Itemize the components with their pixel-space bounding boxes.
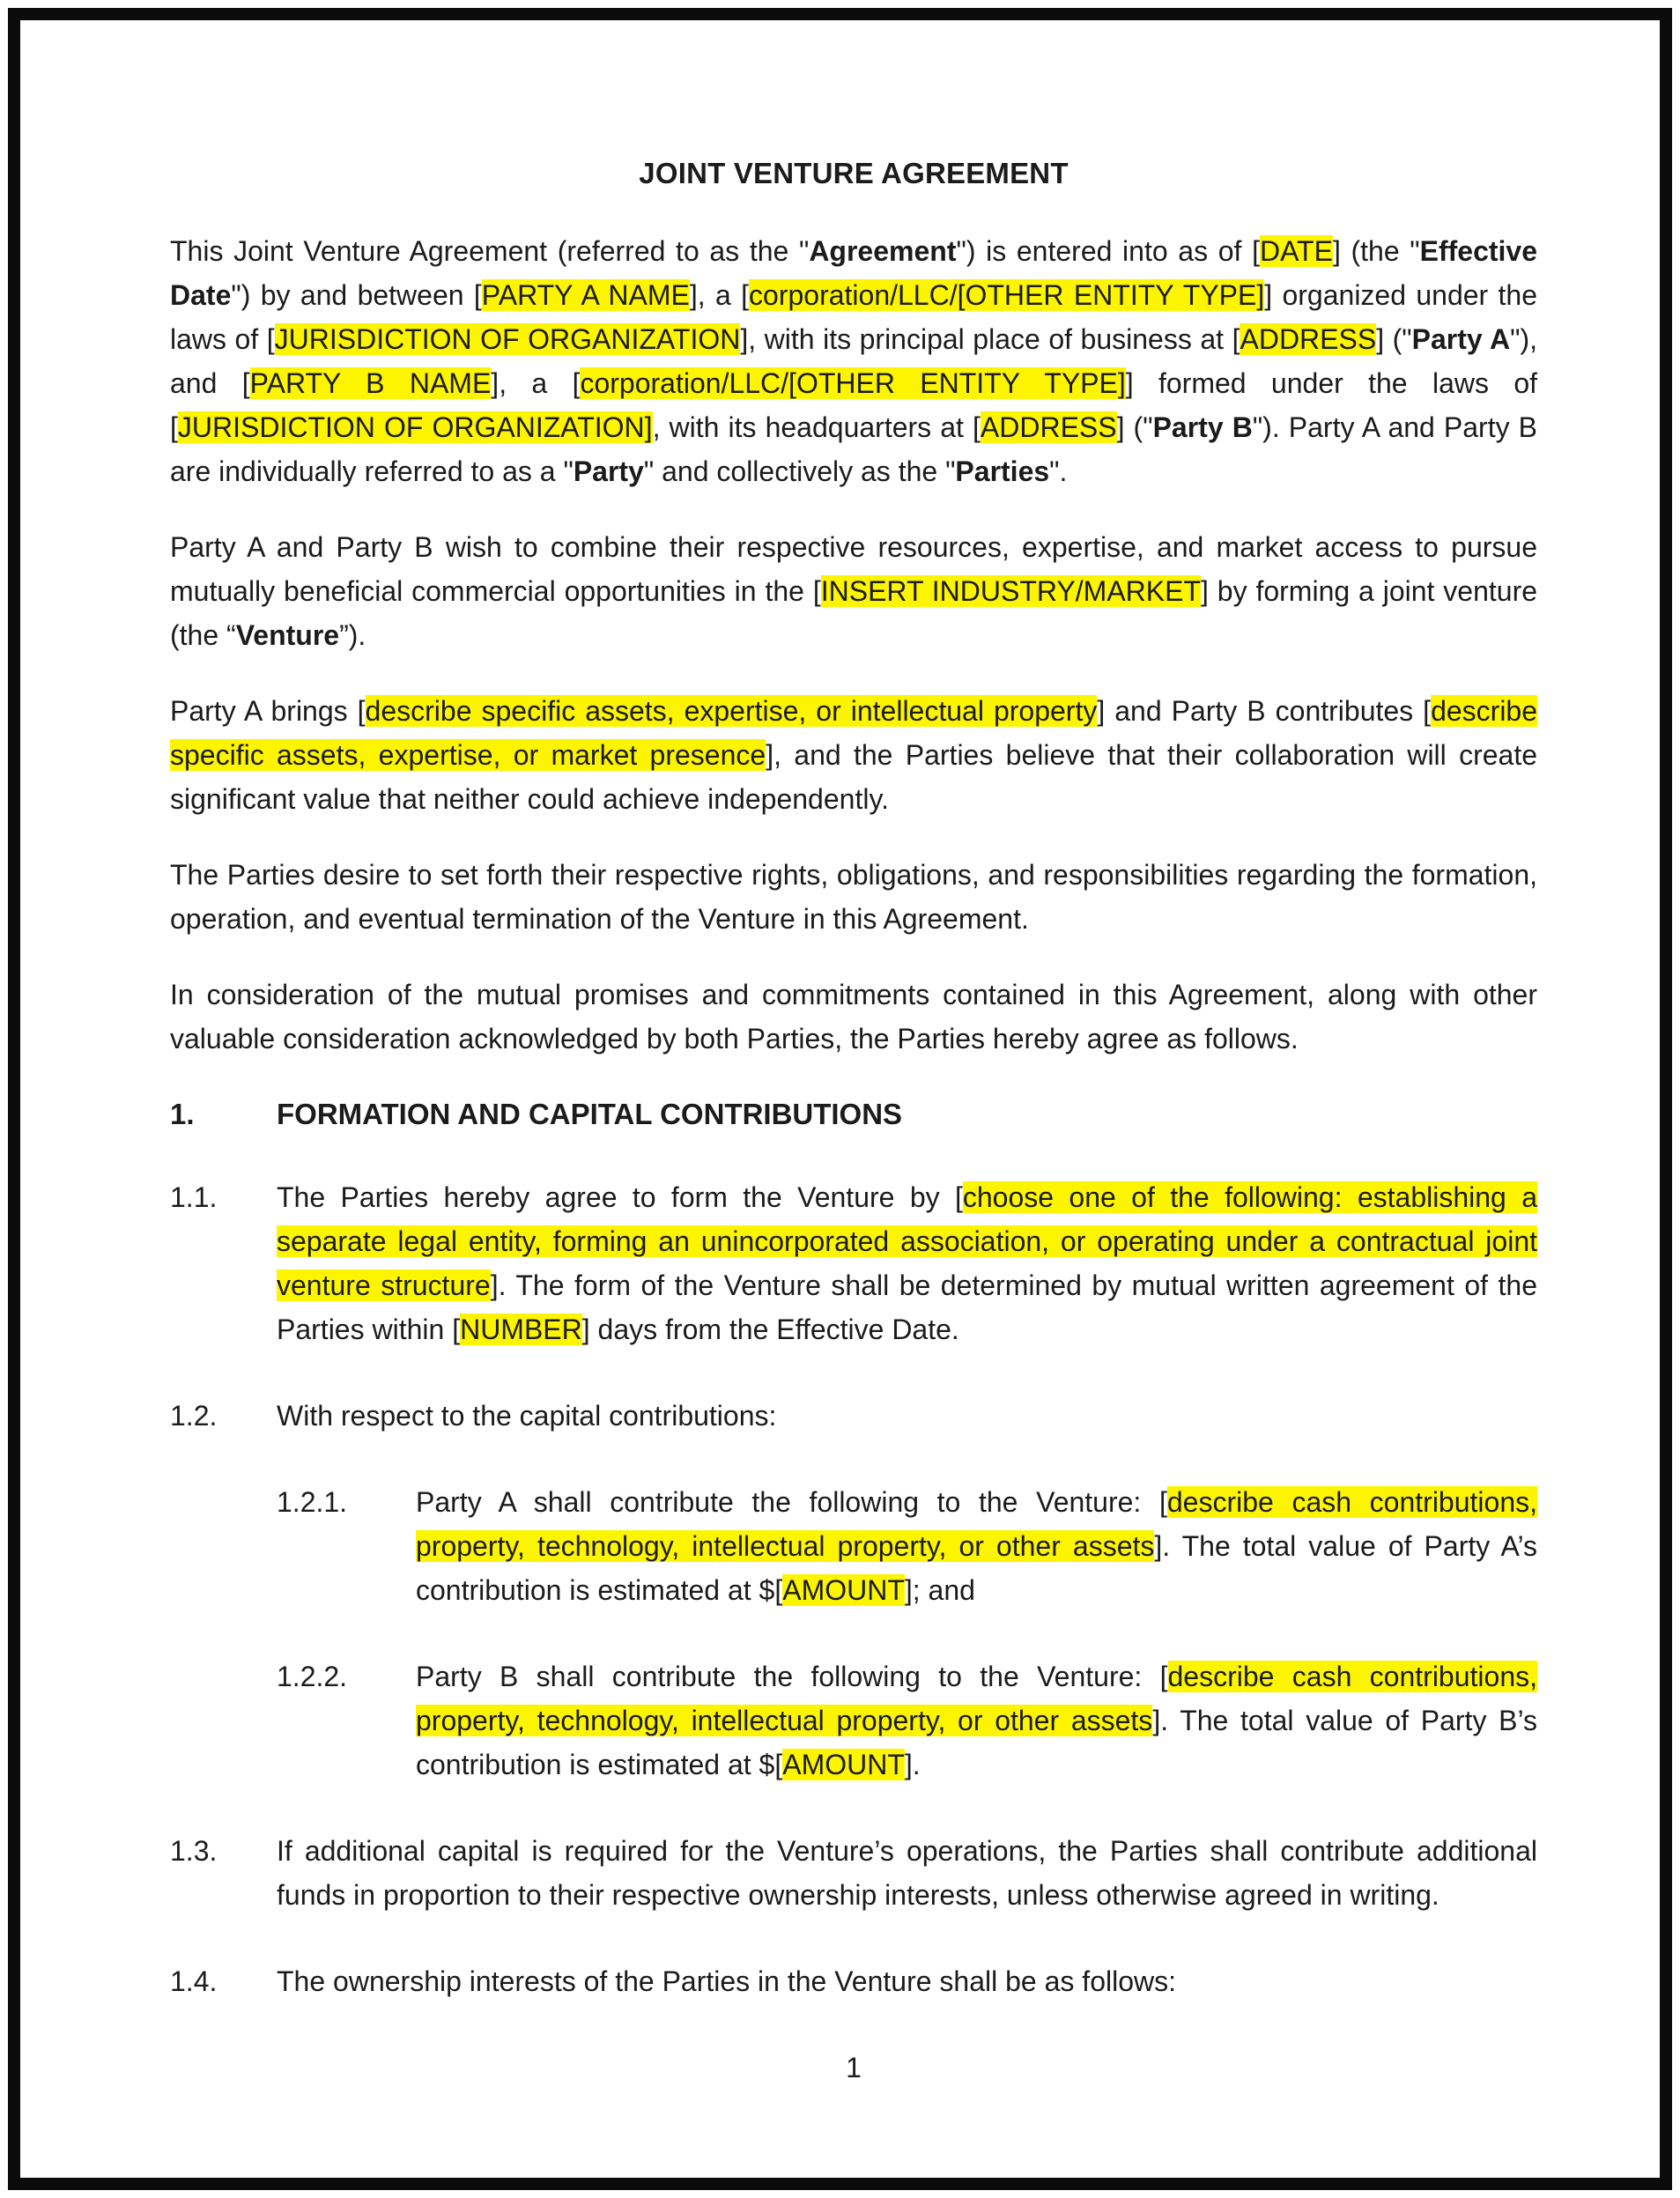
clause-number: 1.2.1. xyxy=(277,1486,348,1518)
text-run: ] organized under the laws of [ xyxy=(170,279,1538,355)
clause-number: 1.1. xyxy=(170,1181,218,1213)
page-number: 1 xyxy=(846,2052,862,2083)
defined-term: Party xyxy=(573,455,644,487)
clause-text xyxy=(277,1829,1537,1917)
placeholder-highlight: describe cash contributions, property, technology, intellectual property, or other assets xyxy=(416,1661,1538,1736)
clause-text xyxy=(277,1959,1537,2003)
clause-number: 1.4. xyxy=(170,1965,218,1997)
text-run: Party A brings [ xyxy=(170,695,366,727)
text-run: , with its headquarters at [ xyxy=(652,411,981,443)
text-run: "), and [ xyxy=(170,323,1538,399)
placeholder-highlight: DATE xyxy=(1259,235,1333,267)
clause-number: 1. xyxy=(170,1098,195,1130)
defined-term: Venture xyxy=(235,619,340,651)
defined-term: Effective Date xyxy=(170,235,1538,311)
text-run: The ownership interests of the Parties in the Venture shall be as follows: xyxy=(277,1965,1176,1997)
paragraph xyxy=(170,525,1537,657)
text-run: ] formed under the laws of [ xyxy=(170,367,1538,443)
text-run: Party A shall contribute the following to the Venture: [ xyxy=(416,1486,1167,1518)
placeholder-highlight: ADDRESS xyxy=(980,411,1117,443)
placeholder-highlight: INSERT INDUSTRY/MARKET xyxy=(820,575,1202,607)
section-heading xyxy=(170,1092,1537,1136)
text-run: ") is entered into as of [ xyxy=(956,235,1260,267)
paragraph xyxy=(170,853,1537,941)
numbered-clause xyxy=(170,1654,1537,1787)
text-run: Party B shall contribute the following to the Venture: [ xyxy=(416,1661,1168,1692)
placeholder-highlight: JURISDICTION OF ORGANIZATION xyxy=(274,323,741,355)
defined-term: Party A xyxy=(1411,323,1511,355)
text-run: ] by forming a joint venture (the “ xyxy=(170,575,1538,651)
text-run: "). Party A and Party B are individually referred to as a " xyxy=(170,411,1538,487)
clause-text xyxy=(277,1092,1537,1136)
text-run: ] (" xyxy=(1376,323,1412,355)
text-run: ], with its principal place of business at [ xyxy=(740,323,1240,355)
placeholder-highlight: describe specific assets, expertise, or intellectual property xyxy=(365,695,1098,727)
text-run: With respect to the capital contributions: xyxy=(277,1400,777,1432)
text-run: ] days from the Effective Date. xyxy=(581,1314,959,1345)
placeholder-highlight: AMOUNT xyxy=(782,1574,905,1606)
text-run: ], a [ xyxy=(689,279,750,311)
text-run: ]; and xyxy=(904,1574,975,1606)
placeholder-highlight: corporation/LLC/[OTHER ENTITY TYPE] xyxy=(580,367,1126,399)
placeholder-highlight: choose one of the following: establishing a separate legal entity, forming an unincorporated association, or operating under a contractual joint venture structure xyxy=(277,1181,1538,1301)
text-run: If additional capital is required for the Venture’s operations, the Parties shall contribute additional funds in proportion to their respective ownership interests, unless otherwise agreed in writing. xyxy=(277,1835,1537,1911)
document-body xyxy=(170,229,1537,2003)
numbered-clause xyxy=(170,1175,1537,1351)
placeholder-highlight: PARTY B NAME xyxy=(249,367,492,399)
text-run: ]. xyxy=(904,1749,921,1780)
placeholder-highlight: describe specific assets, expertise, or market presence xyxy=(170,695,1538,771)
numbered-clause xyxy=(170,1959,1537,2003)
clause-number: 1.2.2. xyxy=(277,1661,348,1692)
defined-term: Agreement xyxy=(809,235,957,267)
defined-term: Party B xyxy=(1152,411,1253,443)
text-run: This Joint Venture Agreement (referred to as the " xyxy=(170,235,810,267)
placeholder-highlight: JURISDICTION OF ORGANIZATION] xyxy=(177,411,653,443)
numbered-clause xyxy=(170,1394,1537,1438)
text-run: In consideration of the mutual promises and commitments contained in this Agreement, along with other valuable consideration acknowledged by both Parties, the Parties hereby agree as follows. xyxy=(170,979,1537,1055)
text-run: ”). xyxy=(339,619,366,651)
clause-text xyxy=(277,1175,1537,1351)
clause-text xyxy=(416,1654,1537,1787)
defined-term: FORMATION AND CAPITAL CONTRIBUTIONS xyxy=(277,1098,903,1130)
text-run: Party A and Party B wish to combine their respective resources, expertise, and market access to pursue mutually beneficial commercial opportunities in the [ xyxy=(170,531,1537,607)
text-run: ], and the Parties believe that their collaboration will create significant value that neither could achieve independently. xyxy=(170,739,1538,815)
text-run: ") by and between [ xyxy=(231,279,482,311)
text-run: " and collectively as the " xyxy=(643,455,956,487)
text-run: The Parties hereby agree to form the Venture by [ xyxy=(277,1181,963,1213)
text-run: The Parties desire to set forth their respective rights, obligations, and responsibilities regarding the formation, operation, and eventual termination of the Venture in this Agreement. xyxy=(170,859,1537,935)
paragraph xyxy=(170,973,1537,1061)
placeholder-highlight: describe cash contributions, property, technology, intellectual property, or other assets xyxy=(416,1486,1538,1562)
placeholder-highlight: AMOUNT xyxy=(782,1749,905,1780)
text-run: ], a [ xyxy=(491,367,581,399)
text-run: ". xyxy=(1049,455,1068,487)
text-run: ]. The form of the Venture shall be determined by mutual written agreement of the Parties within [ xyxy=(277,1269,1538,1345)
numbered-clause xyxy=(170,1480,1537,1612)
paragraph xyxy=(170,689,1537,821)
placeholder-highlight: PARTY A NAME xyxy=(481,279,690,311)
placeholder-highlight: corporation/LLC/[OTHER ENTITY TYPE] xyxy=(749,279,1265,311)
text-run: ] (" xyxy=(1116,411,1153,443)
text-run: ]. The total value of Party B’s contribution is estimated at $[ xyxy=(416,1705,1538,1780)
text-run: ] (the " xyxy=(1332,235,1420,267)
placeholder-highlight: NUMBER xyxy=(460,1314,582,1345)
numbered-clause xyxy=(170,1829,1537,1917)
placeholder-highlight: ADDRESS xyxy=(1240,323,1377,355)
paragraph xyxy=(170,229,1537,493)
text-run: ] and Party B contributes [ xyxy=(1097,695,1432,727)
document-title: JOINT VENTURE AGREEMENT xyxy=(639,157,1069,189)
clause-text xyxy=(416,1480,1537,1612)
text-run: ]. The total value of Party A’s contribution is estimated at $[ xyxy=(416,1530,1537,1606)
defined-term: Parties xyxy=(955,455,1050,487)
clause-text xyxy=(277,1394,1537,1438)
clause-number: 1.2. xyxy=(170,1400,218,1432)
clause-number: 1.3. xyxy=(170,1835,218,1867)
